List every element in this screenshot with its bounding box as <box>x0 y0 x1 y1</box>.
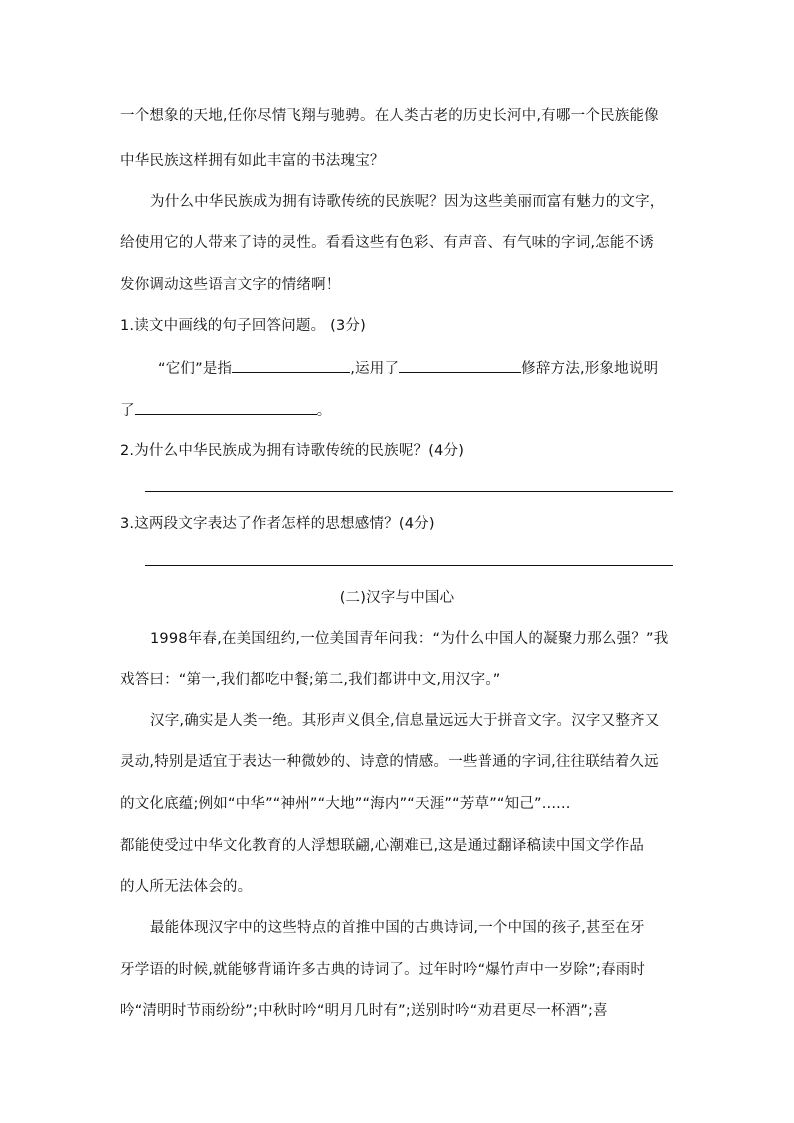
answer-blank[interactable] <box>399 358 521 373</box>
answer-line[interactable] <box>145 565 673 566</box>
passage-line: 的人所无法体会的。 <box>120 879 253 895</box>
passage-line: 吟“清明时节雨纷纷”;中秋时吟“明月几时有”;送别时吟“劝君更尽一杯酒”;喜 <box>120 1003 608 1019</box>
q1-text-a: “它们”是指 <box>158 361 233 377</box>
passage-line: 中华民族这样拥有如此丰富的书法瑰宝？ <box>120 153 385 169</box>
passage-line: 1998年春,在美国纽约,一位美国青年问我：“为什么中国人的凝聚力那么强？”我 <box>150 631 669 647</box>
section-title: (二)汉字与中国心 <box>339 590 455 606</box>
answer-blank[interactable] <box>135 400 317 415</box>
q1-text-d: 了 <box>120 403 135 419</box>
passage-line: 汉字,确实是人类一绝。其形声义俱全,信息量远远大于拼音文字。汉字又整齐又 <box>150 713 660 729</box>
question-1-fill-line-2 <box>120 400 331 421</box>
passage-line: 给使用它的人带来了诗的灵性。看看这些有色彩、有声音、有气味的字词,怎能不诱 <box>120 235 655 251</box>
q1-text-c: 修辞方法,形象地说明 <box>521 361 659 377</box>
q1-text-e: 。 <box>316 403 332 419</box>
passage-line: 都能使受过中华文化教育的人浮想联翩,心潮难已,这是通过翻译稿读中国文学作品 <box>120 838 645 854</box>
passage-line: 发你调动这些语言文字的情绪啊！ <box>120 277 341 293</box>
passage-line: 最能体现汉字中的这些特点的首推中国的古典诗词,一个中国的孩子,甚至在牙 <box>150 920 645 936</box>
passage-line: 戏答曰：“第一,我们都吃中餐;第二,我们都讲中文,用汉字。” <box>120 672 501 688</box>
passage-line: 牙学语的时候,就能够背诵许多古典的诗词了。过年时吟“爆竹声中一岁除”;春雨时 <box>120 962 646 978</box>
question-2-prompt: 2.为什么中华民族成为拥有诗歌传统的民族呢？(4分) <box>120 443 465 459</box>
q1-text-b: ,运用了 <box>350 361 400 377</box>
answer-line[interactable] <box>145 491 673 492</box>
passage-line: 一个想象的天地,任你尽情飞翔与驰骋。在人类古老的历史长河中,有哪一个民族能像 <box>120 108 659 124</box>
question-3-prompt: 3.这两段文字表达了作者怎样的思想感情？(4分) <box>120 516 435 532</box>
question-1-prompt: 1.读文中画线的句子回答问题。 (3分) <box>120 318 366 334</box>
passage-line: 的文化底蕴;例如“中华”“神州”“大地”“海内”“天涯”“芳草”“知己”...... <box>120 796 571 812</box>
question-1-fill-line <box>158 358 658 379</box>
passage-line: 为什么中华民族成为拥有诗歌传统的民族呢？因为这些美丽而富有魅力的文字， <box>150 194 665 210</box>
answer-blank[interactable] <box>232 358 350 373</box>
passage-line: 灵动,特别是适宜于表达一种微妙的、诗意的情感。一些普通的字词,往往联结着久远 <box>120 754 659 770</box>
